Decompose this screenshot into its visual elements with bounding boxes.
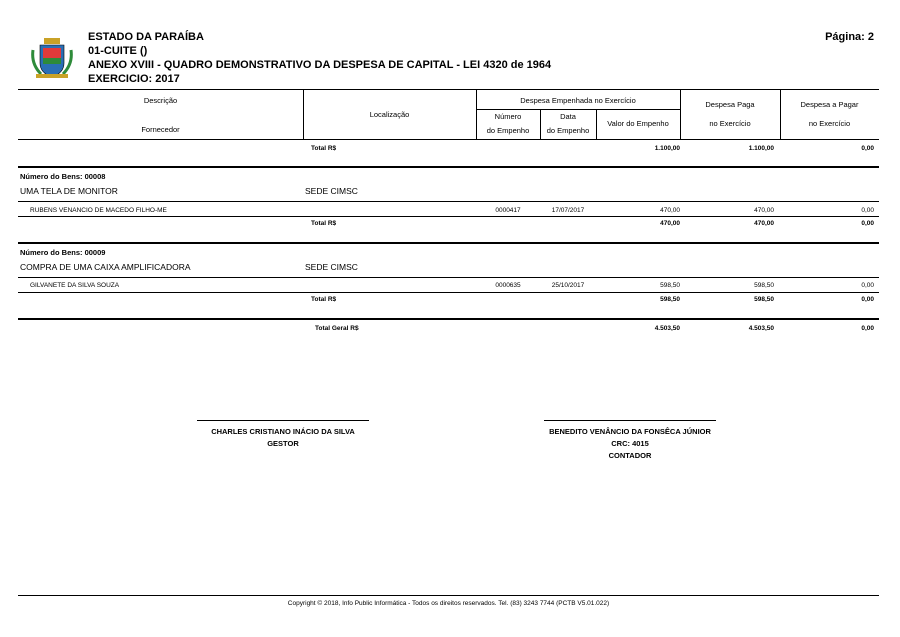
- row-rule: [18, 277, 879, 278]
- header-title: ANEXO XVIII - QUADRO DEMONSTRATIVO DA DESPESA DE CAPITAL - LEI 4320 de 1964: [88, 59, 552, 71]
- item-localizacao: SEDE CIMSC: [305, 262, 358, 272]
- item-paga: 470,00: [754, 207, 774, 214]
- item-numero: 0000635: [495, 282, 521, 289]
- col-numero: Número: [494, 112, 522, 121]
- item-descricao: UMA TELA DE MONITOR: [20, 186, 118, 196]
- item-pagar: 0,00: [861, 282, 874, 289]
- col-despesa-pagar: Despesa a Pagar: [800, 100, 859, 109]
- header-bottom-rule: [18, 139, 879, 140]
- signature-left-role: GESTOR: [267, 439, 299, 448]
- item-descricao: COMPRA DE UMA CAIXA AMPLIFICADORA: [20, 262, 191, 272]
- row-rule: [18, 292, 879, 293]
- item-numero: 0000417: [495, 207, 521, 214]
- col-despesa-paga-sub: no Exercício: [709, 119, 751, 128]
- item-paga: 598,50: [754, 282, 774, 289]
- signature-left-name: CHARLES CRISTIANO INÁCIO DA SILVA: [211, 427, 355, 436]
- group-total-paga: 470,00: [754, 220, 774, 227]
- grand-total-paga: 4.503,50: [748, 325, 774, 332]
- total-paga: 1.100,00: [748, 145, 774, 152]
- footer-copyright: Copyright © 2018, Info Public Informática - Todos os direitos reservados. Tel. (83) 3243 7744 (PCTB V5.01.022): [287, 600, 610, 607]
- grand-total-valor: 4.503,50: [654, 325, 680, 332]
- col-localizacao: Localização: [369, 110, 410, 119]
- item-data: 25/10/2017: [551, 282, 585, 289]
- group-total-valor: 470,00: [660, 220, 680, 227]
- group-total-valor: 598,50: [660, 296, 680, 303]
- group-rule: [18, 166, 879, 168]
- group-total-pagar: 0,00: [861, 220, 874, 227]
- footer-rule: [18, 595, 879, 596]
- item-fornecedor: RUBENS VENANCIO DE MACEDO FILHO-ME: [30, 207, 167, 214]
- grand-total-rule: [18, 318, 879, 320]
- col-empenhada: Despesa Empenhada no Exercício: [520, 96, 636, 105]
- col-data-sub: do Empenho: [546, 126, 590, 135]
- group-total-label: Total R$: [311, 220, 337, 227]
- total-label: Total R$: [311, 145, 337, 152]
- signature-line-left: [197, 420, 369, 421]
- total-pagar: 0,00: [861, 145, 874, 152]
- item-valor: 470,00: [660, 207, 680, 214]
- group-total-label: Total R$: [311, 296, 337, 303]
- group-title: Número do Bens: 00008: [20, 172, 106, 181]
- grand-total-pagar: 0,00: [861, 325, 874, 332]
- group-total-paga: 598,50: [754, 296, 774, 303]
- col-numero-sub: do Empenho: [486, 126, 530, 135]
- header-top-rule: [18, 89, 879, 90]
- row-rule: [18, 216, 879, 217]
- col-despesa-pagar-sub: no Exercício: [808, 119, 851, 128]
- row-rule: [18, 201, 879, 202]
- col-despesa-paga: Despesa Paga: [705, 100, 755, 109]
- group-title: Número do Bens: 00009: [20, 248, 106, 257]
- coat-of-arms-emblem: [30, 36, 74, 80]
- col-divider: [680, 89, 681, 139]
- empenho-subrule: [476, 109, 680, 110]
- col-descricao: Descrição: [143, 96, 178, 105]
- item-valor: 598,50: [660, 282, 680, 289]
- item-localizacao: SEDE CIMSC: [305, 186, 358, 196]
- col-divider: [780, 89, 781, 139]
- total-valor: 1.100,00: [654, 145, 680, 152]
- col-data: Data: [560, 112, 576, 121]
- col-valor-empenho: Valor do Empenho: [607, 119, 669, 128]
- signature-right-crc: CRC: 4015: [611, 439, 649, 448]
- signature-right-name: BENEDITO VENÂNCIO DA FONSÊCA JÚNIOR: [549, 427, 711, 436]
- header-exercise: EXERCICIO: 2017: [88, 73, 180, 85]
- page-number: Página: 2: [825, 31, 874, 43]
- item-pagar: 0,00: [861, 207, 874, 214]
- group-rule: [18, 242, 879, 244]
- group-total-pagar: 0,00: [861, 296, 874, 303]
- header-state: ESTADO DA PARAÍBA: [88, 31, 204, 43]
- col-fornecedor: Fornecedor: [141, 125, 180, 134]
- grand-total-label: Total Geral R$: [315, 325, 359, 332]
- item-data: 17/07/2017: [551, 207, 585, 214]
- item-fornecedor: GILVANETE DA SILVA SOUZA: [30, 282, 120, 289]
- header-entity: 01-CUITE (): [88, 45, 148, 57]
- signature-line-right: [544, 420, 716, 421]
- signature-right-role: CONTADOR: [608, 451, 652, 460]
